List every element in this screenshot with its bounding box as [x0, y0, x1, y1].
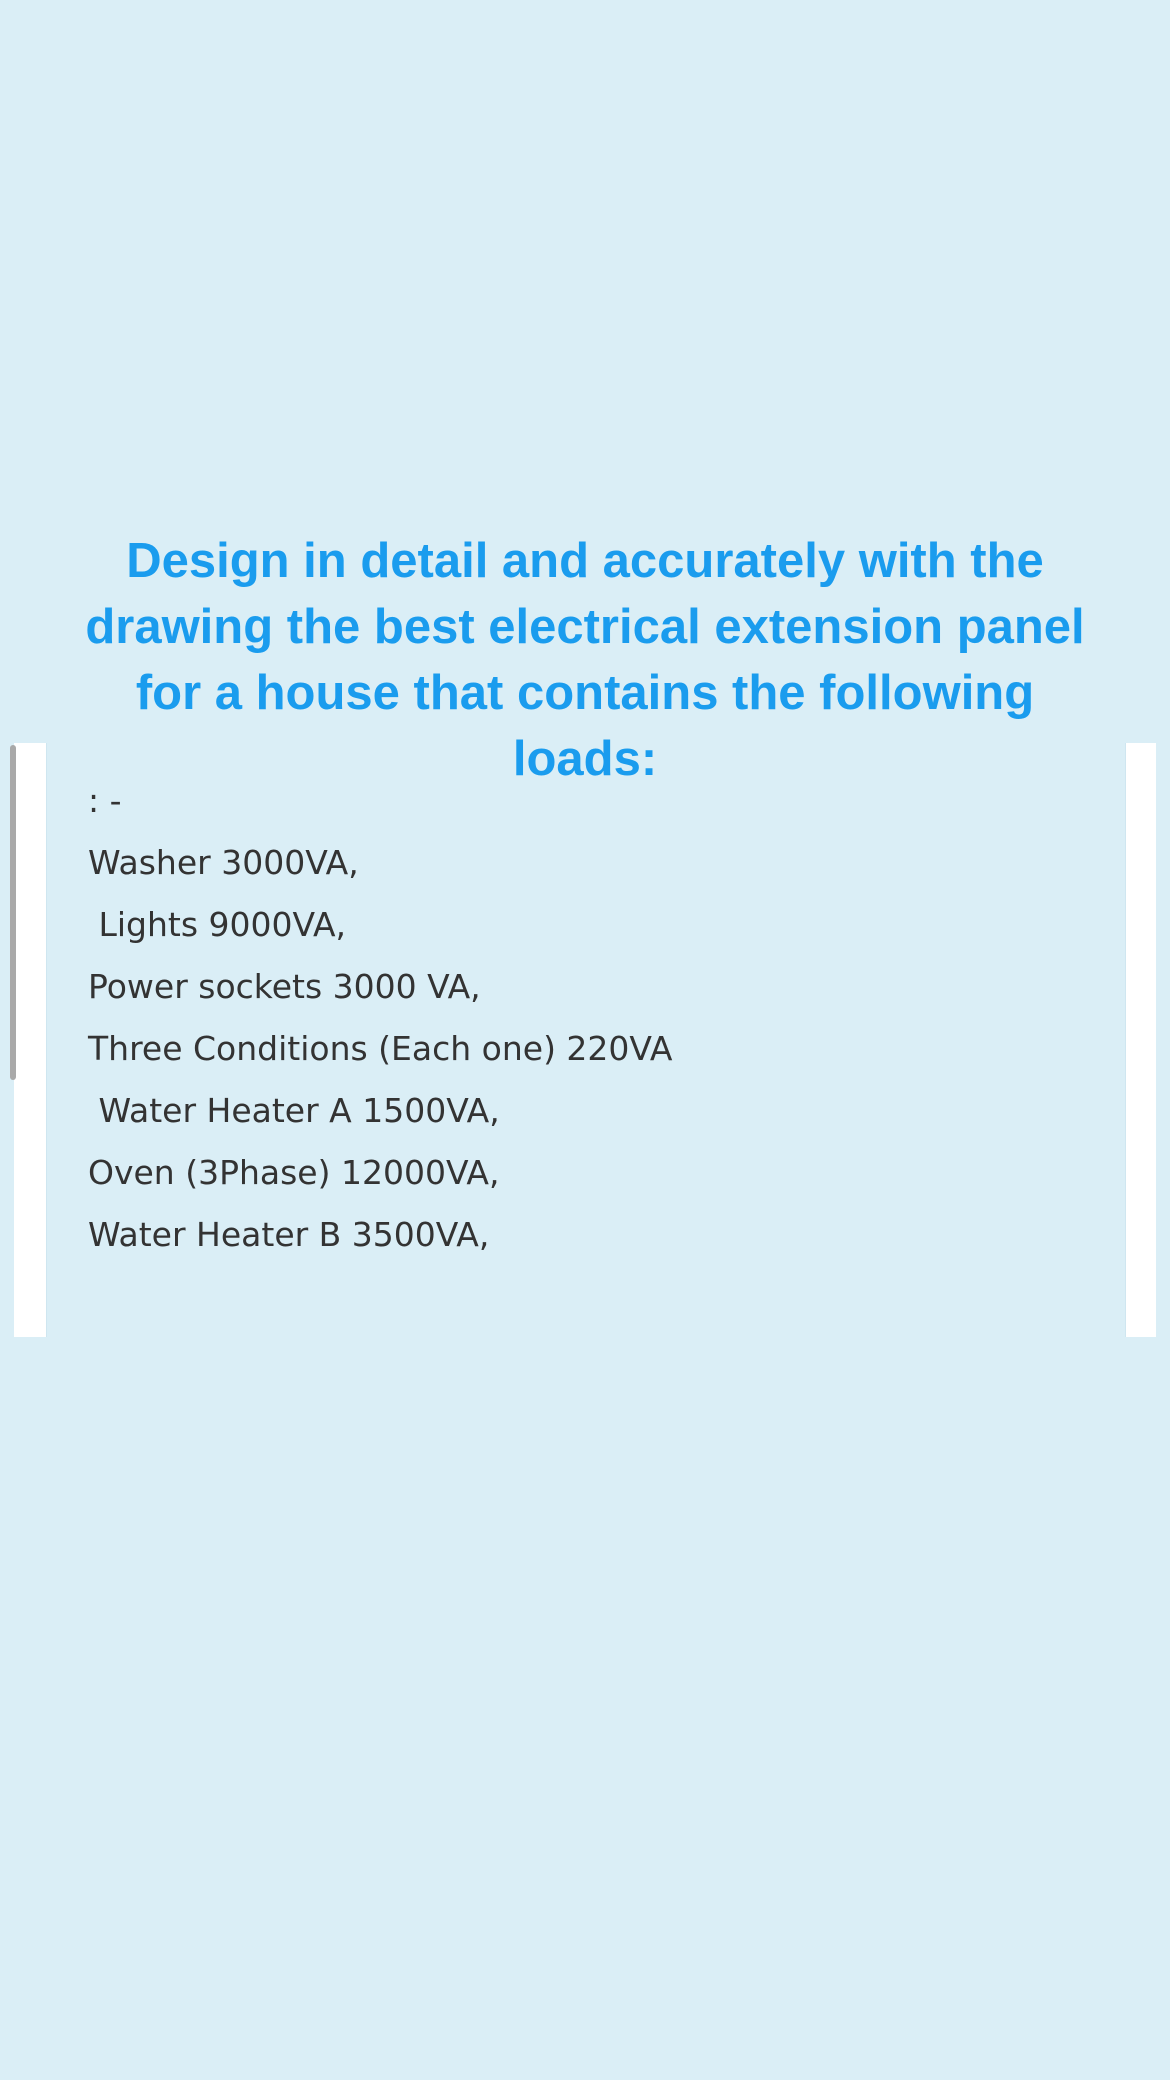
load-list-intro: : -: [88, 781, 122, 820]
load-item-water-heater-b: Water Heater B 3500VA,: [88, 1215, 490, 1254]
scrollbar-thumb[interactable]: [10, 745, 16, 1080]
load-item-oven: Oven (3Phase) 12000VA,: [88, 1153, 500, 1192]
load-item-washer: Washer 3000VA,: [88, 843, 359, 882]
load-item-lights: Lights 9000VA,: [88, 905, 347, 944]
question-title: Design in detail and accurately with the drawing the best electrical extension panel for a house that contains the following loads:: [85, 534, 1085, 786]
load-item-power-sockets: Power sockets 3000 VA,: [88, 967, 481, 1006]
load-item-conditions: Three Conditions (Each one) 220VA: [88, 1029, 673, 1068]
load-item-water-heater-a: Water Heater A 1500VA,: [88, 1091, 500, 1130]
load-list: [88, 770, 672, 1266]
